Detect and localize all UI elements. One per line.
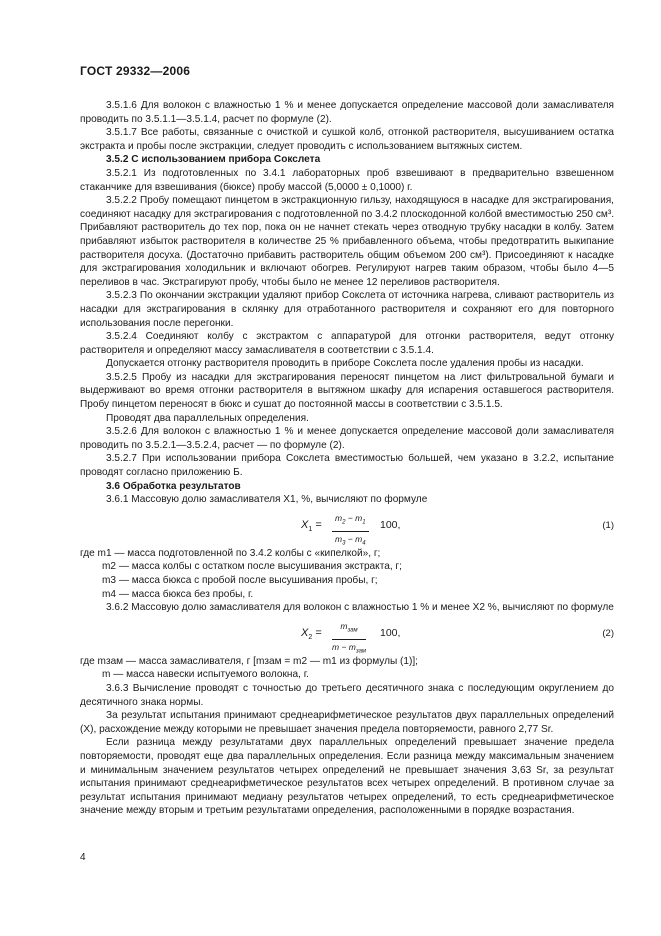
formula-1-numerator: $m_2 - m_1$ bbox=[332, 512, 369, 532]
document-body bbox=[80, 99, 614, 818]
definition-m-zam: где mзам — масса замасливателя, г [mзам = m2 — m1 из формулы (1)]; bbox=[80, 655, 418, 667]
paragraph-3-5-2-5-note: Проводят два параллельных определения. bbox=[106, 412, 309, 424]
paragraph-3-6-2: 3.6.2 Массовую долю замасливателя для волокон с влажностью 1 % и менее X2 %, вычисляют по формуле bbox=[106, 602, 614, 614]
paragraph-3-5-2-5: 3.5.2.5 Пробу из насадки для экстрагирования переносят пинцетом на лист фильтровальной бумаги и выдерживают во время отгонки растворителя в вытяжном шкафу для испарения оставшегося растворителя. Пробу пинцетом переносят в бюкс и сушат до постоянной массы в соответствии с 3.5.1.5. bbox=[80, 371, 614, 411]
formula-2-lhs: $X_2$ = bbox=[301, 626, 322, 641]
formula-1-definitions bbox=[80, 547, 614, 601]
paragraph-3-5-2-1: 3.5.2.1 Из подготовленных по 3.4.1 лабораторных проб взвешивают в предварительно взвешенном стаканчике для взвешивания (бюксе) пробу массой (5,0000 ± 0,1000) г. bbox=[80, 167, 614, 193]
paragraph-3-5-1-6: 3.5.1.6 Для волокон с влажностью 1 % и менее допускается определение массовой доли замасливателя проводить по 3.5.1.1—3.5.1.4, расчет по формуле (2). bbox=[80, 100, 614, 125]
formula-1 bbox=[80, 509, 614, 545]
paragraph-result-four: Если разница между результатами двух параллельных определений превышает значение предела повторяемости, проводят еще два параллельных определения. Если разница между максимальным значением и минимальным значением результатов четырех определений не превышает значения 3,63 Sr, за результат испытания принимают среднеарифметическое результатов всех четырех определений. В противном случае за результат испытания принимают медиану результатов четырех определений, то есть среднеарифметическое значение между вторым и третьим результатами определения, расположенными в порядке возрастания. bbox=[80, 737, 614, 817]
definition-m: m — масса навески испытуемого волокна, г. bbox=[102, 669, 309, 681]
paragraph-3-5-2-3: 3.5.2.3 По окончании экстракции удаляют прибор Сокслета от источника нагрева, сливают растворитель из насадки для экстрагирования в склянку для отработанного растворителя и сохраняют его для повторного использования после перегонки. bbox=[80, 290, 614, 329]
formula-1-lhs: $X_1$ = bbox=[301, 518, 322, 533]
paragraph-3-6-3: 3.6.3 Вычисление проводят с точностью до третьего десятичного знака с последующим округлением до десятичного знака нормы. bbox=[80, 682, 614, 708]
definition-m1: где m1 — масса подготовленной по 3.4.2 колбы с «кипелкой», г; bbox=[80, 547, 381, 559]
paragraph-3-6-1: 3.6.1 Массовую долю замасливателя X1, %, вычисляют по формуле bbox=[106, 494, 428, 506]
subsection-heading-3-6: 3.6 Обработка результатов bbox=[106, 480, 241, 492]
formula-2 bbox=[80, 617, 614, 653]
paragraph-3-5-2-2: 3.5.2.2 Пробу помещают пинцетом в экстракционную гильзу, находящуюся в насадке для экстрагирования, соединяют насадку для экстрагирования с подготовленной по 3.4.2 плоскодонной колбой вместимостью 250 см³. Прибавляют растворитель до тех пор, пока он не начнет стекать через отводную трубку насадки в колбу. Затем прибавляют избыток растворителя в количестве 25 % прибавленного объема, чтобы предотвратить выкипание растворителя досуха. (Достаточно прибавить растворитель общим объемом 200 см³). Присоединяют к насадке для экстрагирования холодильник и включают обогрев. Регулируют нагрев таким образом, чтобы было 4—5 переливов в час. Экстрагируют пробу, чтобы было не менее 12 переливов растворителя. bbox=[80, 195, 614, 288]
paragraph-3-5-2-7: 3.5.2.7 При использовании прибора Сокслета вместимостью большей, чем указано в 3.2.2, испытание проводят согласно приложению Б. bbox=[80, 453, 614, 479]
formula-1-multiplier: 100, bbox=[380, 518, 401, 531]
formula-1-fraction bbox=[332, 512, 369, 552]
subsection-heading-3-5-2: 3.5.2 С использованием прибора Сокслета bbox=[106, 154, 321, 166]
page-number: 4 bbox=[80, 852, 86, 863]
formula-2-denominator: $m - m_{зам}$ bbox=[332, 642, 367, 655]
formula-1-denominator: $m_3 - m_4$ bbox=[335, 534, 366, 547]
paragraph-3-5-2-4: 3.5.2.4 Соединяют колбу с экстрактом с аппаратурой для отгонки растворителя, ведут отгонку растворителя и определяют массу замасливателя в соответствии с 3.5.1.4. bbox=[80, 331, 614, 356]
document-header: ГОСТ 29332—2006 bbox=[80, 64, 191, 78]
paragraph-result-two: За результат испытания принимают среднеарифметическое результатов двух параллельных определений (X), расхождение между которыми не превышает значения предела повторяемости, равного 2,77 Sr. bbox=[80, 710, 614, 735]
formula-2-number: (2) bbox=[602, 627, 614, 639]
formula-1-number: (1) bbox=[602, 519, 614, 531]
formula-2-fraction bbox=[332, 620, 366, 660]
definition-m3: m3 — масса бюкса с пробой после высушивания пробы, г; bbox=[102, 575, 378, 586]
definition-m4: m4 — масса бюкса без пробы, г. bbox=[102, 588, 254, 600]
formula-2-multiplier: 100, bbox=[380, 626, 401, 639]
paragraph-3-5-2-6: 3.5.2.6 Для волокон с влажностью 1 % и менее допускается определение массовой доли замасливателя проводить по 3.5.2.1—3.5.2.4, расчет — по формуле (2). bbox=[80, 426, 614, 451]
paragraph-3-5-1-7: 3.5.1.7 Все работы, связанные с очисткой и сушкой колб, отгонкой растворителя, высушиванием остатка экстракта и пробы после экстракции, следует проводить с использованием вытяжных систем. bbox=[80, 127, 614, 152]
definition-m2: m2 — масса колбы с остатком после высушивания экстракта, г; bbox=[102, 561, 402, 573]
paragraph-3-5-2-4-note: Допускается отгонку растворителя проводить в приборе Сокслета после удаления пробы из насадки. bbox=[106, 358, 584, 370]
formula-2-numerator: $m_{зам}$ bbox=[332, 620, 366, 640]
